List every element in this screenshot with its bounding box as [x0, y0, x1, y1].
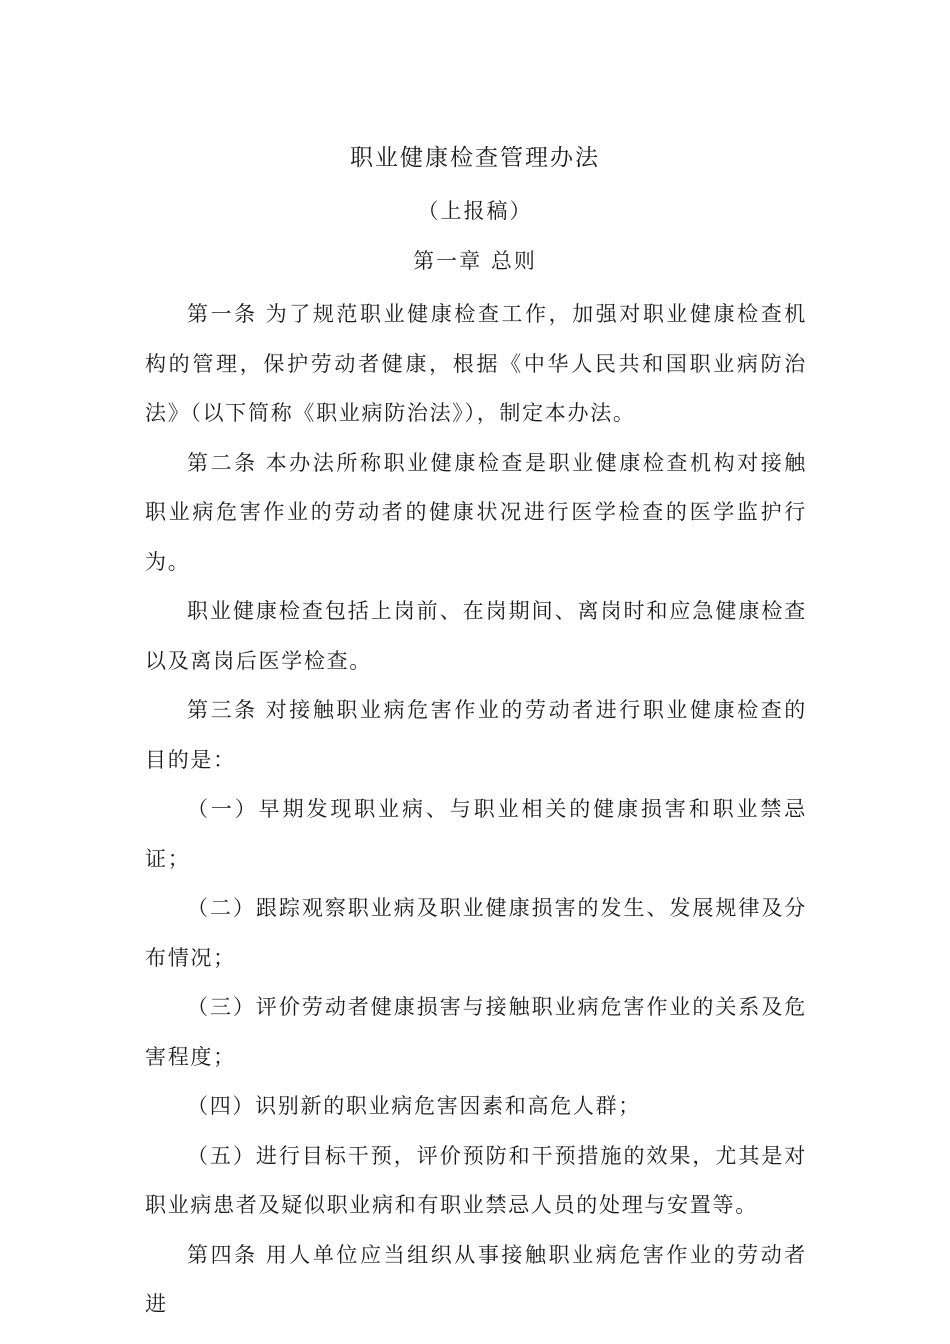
chapter-heading: 第一章 总则	[413, 249, 537, 273]
article-3	[145, 686, 807, 785]
article-label: 第四条	[187, 1242, 258, 1267]
list-item-text: （五）进行目标干预，评价预防和干预措施的效果，尤其是对职业病患者及疑似职业病和有职业禁忌人员的处理与安置等。	[145, 1143, 807, 1217]
list-item	[145, 1132, 807, 1231]
list-item	[145, 785, 807, 884]
document-body	[145, 290, 807, 1330]
list-item	[145, 884, 807, 983]
article-label: 第二条	[187, 450, 258, 475]
list-item	[145, 1082, 807, 1132]
article-2	[145, 439, 807, 588]
article-label: 第三条	[187, 698, 258, 722]
document-title: 职业健康检查管理办法	[350, 145, 600, 171]
list-item-text: （四）识别新的职业病危害因素和高危人群；	[187, 1094, 641, 1118]
article-label: 第一条	[187, 302, 258, 326]
list-item-text: （三）评价劳动者健康损害与接触职业病危害作业的关系及危害程度；	[145, 995, 807, 1069]
article-4	[145, 1231, 807, 1330]
article-1	[145, 290, 807, 439]
paragraph-text: 职业健康检查包括上岗前、在岗期间、离岗时和应急健康检查以及离岗后医学检查。	[145, 599, 807, 673]
article-text: 对接触职业病危害作业的劳动者进行职业健康检查的目的是：	[145, 698, 807, 772]
article-text: 为了规范职业健康检查工作，加强对职业健康检查机构的管理，保护劳动者健康，根据《中华人民共和国职业病防治法》（以下简称《职业病防治法》），制定本办法。	[145, 302, 807, 425]
list-item-text: （一）早期发现职业病、与职业相关的健康损害和职业禁忌证；	[145, 797, 807, 871]
list-item	[145, 983, 807, 1082]
paragraph	[145, 587, 807, 686]
list-item-text: （二）跟踪观察职业病及职业健康损害的发生、发展规律及分布情况；	[145, 896, 807, 970]
document-subtitle: （上报稿）	[417, 199, 533, 223]
article-text: 本办法所称职业健康检查是职业健康检查机构对接触职业病危害作业的劳动者的健康状况进行医学检查的医学监护行为。	[145, 450, 807, 574]
article-text: 用人单位应当组织从事接触职业病危害作业的劳动者进	[145, 1242, 807, 1316]
